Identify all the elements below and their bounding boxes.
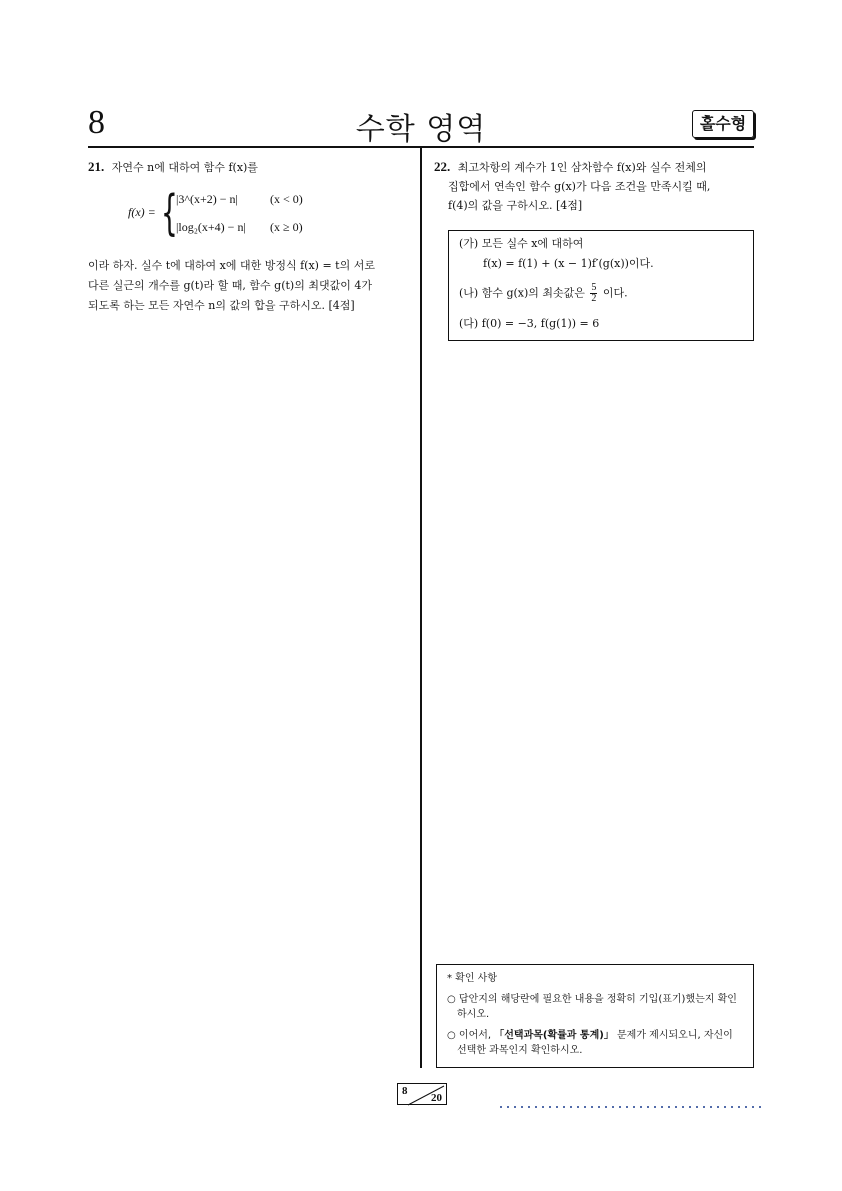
piecewise-case2-cond: (x ≥ 0) [270, 220, 303, 234]
decorative-dots [500, 1106, 772, 1112]
piecewise-function [128, 185, 328, 241]
dot [745, 1106, 747, 1108]
page-counter-total: 20 [431, 1092, 442, 1104]
dot [535, 1106, 537, 1108]
dot [654, 1106, 656, 1108]
dot [752, 1106, 754, 1108]
dot [682, 1106, 684, 1108]
question-22-line2: 집합에서 연속인 함수 g(x)가 다음 조건을 만족시킬 때, [448, 180, 711, 193]
subject-title: 수학 영역 [355, 112, 487, 147]
dot [675, 1106, 677, 1108]
dot [619, 1106, 621, 1108]
question-22 [434, 157, 754, 215]
question-21 [88, 157, 410, 177]
dot [710, 1106, 712, 1108]
dot [731, 1106, 733, 1108]
question-21-body-line3: 되도록 하는 모든 자연수 n의 값의 합을 구하시오. [4점] [88, 299, 355, 312]
checklist-box [436, 964, 754, 1068]
dot [556, 1106, 558, 1108]
column-divider [420, 148, 422, 1068]
dot [647, 1106, 649, 1108]
question-22-line1: 최고차항의 계수가 1인 삼차함수 f(x)와 실수 전체의 [457, 161, 707, 174]
dot [528, 1106, 530, 1108]
dot [500, 1106, 502, 1108]
piecewise-case2-expr: |log₂(x+4) − n| [176, 220, 246, 234]
conditions-box [448, 230, 754, 341]
piecewise-case1-expr: |3^(x+2) − n| [176, 192, 238, 206]
fraction [590, 283, 597, 304]
condition-a-label: (가) 모든 실수 x에 대하여 [459, 237, 584, 250]
dot [689, 1106, 691, 1108]
dot [633, 1106, 635, 1108]
question-21-stem: 자연수 n에 대하여 함수 f(x)를 [111, 161, 258, 174]
dot [563, 1106, 565, 1108]
piecewise-brace: { [161, 185, 178, 241]
condition-c: (다) f(0) = −3, f(g(1)) = 6 [459, 317, 600, 330]
dot [591, 1106, 593, 1108]
dot [605, 1106, 607, 1108]
piecewise-lhs: f(x) = [128, 205, 156, 219]
question-21-number: 21. [88, 159, 105, 174]
dot [696, 1106, 698, 1108]
dot [549, 1106, 551, 1108]
checklist-title: * 확인 사항 [447, 973, 497, 984]
dot [661, 1106, 663, 1108]
page-counter [397, 1083, 447, 1105]
dot [738, 1106, 740, 1108]
dot [514, 1106, 516, 1108]
dot [703, 1106, 705, 1108]
type-badge: 홀수형 [692, 110, 754, 138]
question-21-body-line1: 이라 하자. 실수 t에 대하여 x에 대한 방정식 f(x) = t의 서로 [88, 259, 375, 272]
dot [717, 1106, 719, 1108]
page-counter-current: 8 [402, 1085, 408, 1097]
fraction-denominator: 2 [591, 293, 597, 304]
dot [626, 1106, 628, 1108]
dot [570, 1106, 572, 1108]
dot [759, 1106, 761, 1108]
fraction-numerator: 5 [591, 282, 597, 293]
dot [724, 1106, 726, 1108]
page-number: 8 [88, 104, 105, 141]
dot [640, 1106, 642, 1108]
question-22-number: 22. [434, 159, 451, 174]
dot [598, 1106, 600, 1108]
dot [584, 1106, 586, 1108]
condition-b [459, 283, 628, 304]
dot [521, 1106, 523, 1108]
checklist-item-2-bold: 「선택과목(확률과 통계)」 [494, 1030, 614, 1041]
question-22-line3: f(4)의 값을 구하시오. [4점] [448, 199, 583, 212]
dot [577, 1106, 579, 1108]
checklist-item-1: ○ 답안지의 해당란에 필요한 내용을 정확히 기입(표기)했는지 확인하시오. [447, 994, 737, 1020]
dot [542, 1106, 544, 1108]
checklist-item-2 [447, 1028, 743, 1058]
dot [612, 1106, 614, 1108]
checklist-item-2-post: 문제가 제시되오니, 자신이 선택한 과목인지 확인하시오. [457, 1030, 733, 1056]
dot [668, 1106, 670, 1108]
condition-a-equation: f(x) = f(1) + (x − 1)f′(g(x))이다. [483, 257, 654, 270]
dot [507, 1106, 509, 1108]
condition-b-post: 이다. [602, 286, 628, 300]
piecewise-case1-cond: (x < 0) [270, 192, 303, 206]
condition-b-pre: (나) 함수 g(x)의 최솟값은 [459, 286, 585, 300]
question-21-body [88, 256, 410, 316]
checklist-item-2-pre: ○ 이어서, [447, 1030, 492, 1041]
question-21-body-line2: 다른 실근의 개수를 g(t)라 할 때, 함수 g(t)의 최댓값이 4가 [88, 279, 372, 292]
